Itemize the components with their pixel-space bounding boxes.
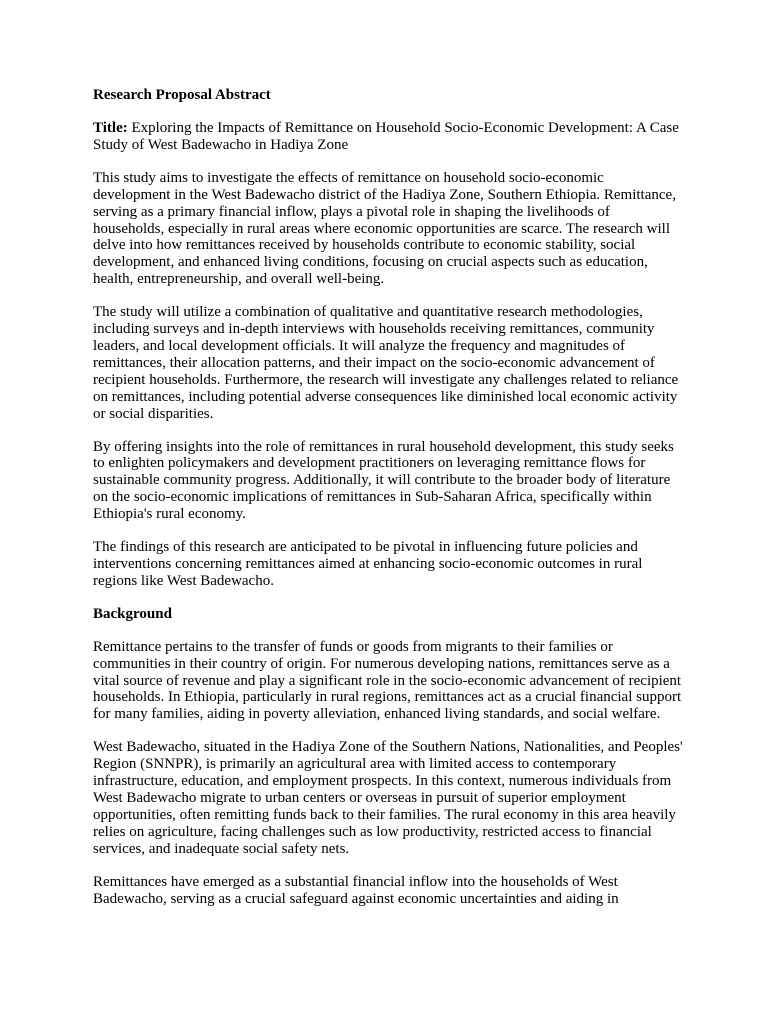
spacer [93, 623, 683, 639]
spacer [93, 423, 683, 439]
document-page [93, 87, 683, 907]
abstract-paragraph-1: This study aims to investigate the effects of remittance on household socio-economic development in the West Badewacho district of the Hadiya Zone, Southern Ethiopia. Remittance, serving as a primary financial inflow, plays a pivotal role in shaping the livelihoods of households, especially in rural areas where economic opportunities are scarce. The research will delve into how remittances received by households contribute to economic stability, social development, and enhanced living conditions, focusing on crucial aspects such as education, health, entrepreneurship, and overall well-being. [93, 169, 676, 288]
spacer [93, 858, 683, 874]
abstract-paragraph-4: The findings of this research are anticipated to be pivotal in influencing future policies and interventions concerning remittances aimed at enhancing socio-economic outcomes in rural regions like West Badewacho. [93, 539, 643, 589]
spacer [93, 723, 683, 739]
title-text: Exploring the Impacts of Remittance on Household Socio-Economic Development: A Case Study of West Badewacho in Hadiya Zone [93, 120, 679, 153]
abstract-heading: Research Proposal Abstract [93, 87, 271, 103]
title-paragraph [93, 120, 683, 154]
background-heading: Background [93, 605, 172, 622]
background-paragraph-3: Remittances have emerged as a substantial financial inflow into the households of West Badewacho, serving as a crucial safeguard against economic uncertainties and aiding in [93, 873, 619, 907]
background-paragraph-1: Remittance pertains to the transfer of funds or goods from migrants to their families or communities in their country of origin. For numerous developing nations, remittances serve as a vital source of revenue and play a significant role in the socio-economic advancement of recipient households. In Ethiopia, particularly in rural regions, remittances act as a crucial financial support for many families, aiding in poverty alleviation, enhanced living standards, and social welfare. [93, 638, 682, 723]
spacer [93, 104, 683, 120]
title-label: Title: [93, 120, 128, 136]
spacer [93, 288, 683, 304]
abstract-paragraph-2: The study will utilize a combination of qualitative and quantitative research methodologies, including surveys and in-depth interviews with households receiving remittances, community leaders, and local development officials. It will analyze the frequency and magnitudes of remittances, their allocation patterns, and their impact on the socio-economic advancement of recipient households. Furthermore, the research will investigate any challenges related to reliance on remittances, including potential adverse consequences like diminished local economic activity or social disparities. [93, 304, 679, 422]
spacer [93, 590, 683, 606]
spacer [93, 154, 683, 170]
abstract-paragraph-3: By offering insights into the role of remittances in rural household development, this study seeks to enlighten policymakers and development practitioners on leveraging remittance flows for sustainable community progress. Additionally, it will contribute to the broader body of literature on the socio-economic implications of remittances in Sub-Saharan Africa, specifically within Ethiopia's rural economy. [93, 438, 674, 523]
spacer [93, 523, 683, 539]
background-paragraph-2: West Badewacho, situated in the Hadiya Zone of the Southern Nations, Nationalities, and Peoples' Region (SNNPR), is primarily an agricultural area with limited access to contemporary infrastructure, education, and employment prospects. In this context, numerous individuals from West Badewacho migrate to urban centers or overseas in pursuit of superior employment opportunities, often remitting funds back to their families. The rural economy in this area heavily relies on agriculture, facing challenges such as low productivity, restricted access to financial services, and inadequate social safety nets. [93, 739, 683, 857]
